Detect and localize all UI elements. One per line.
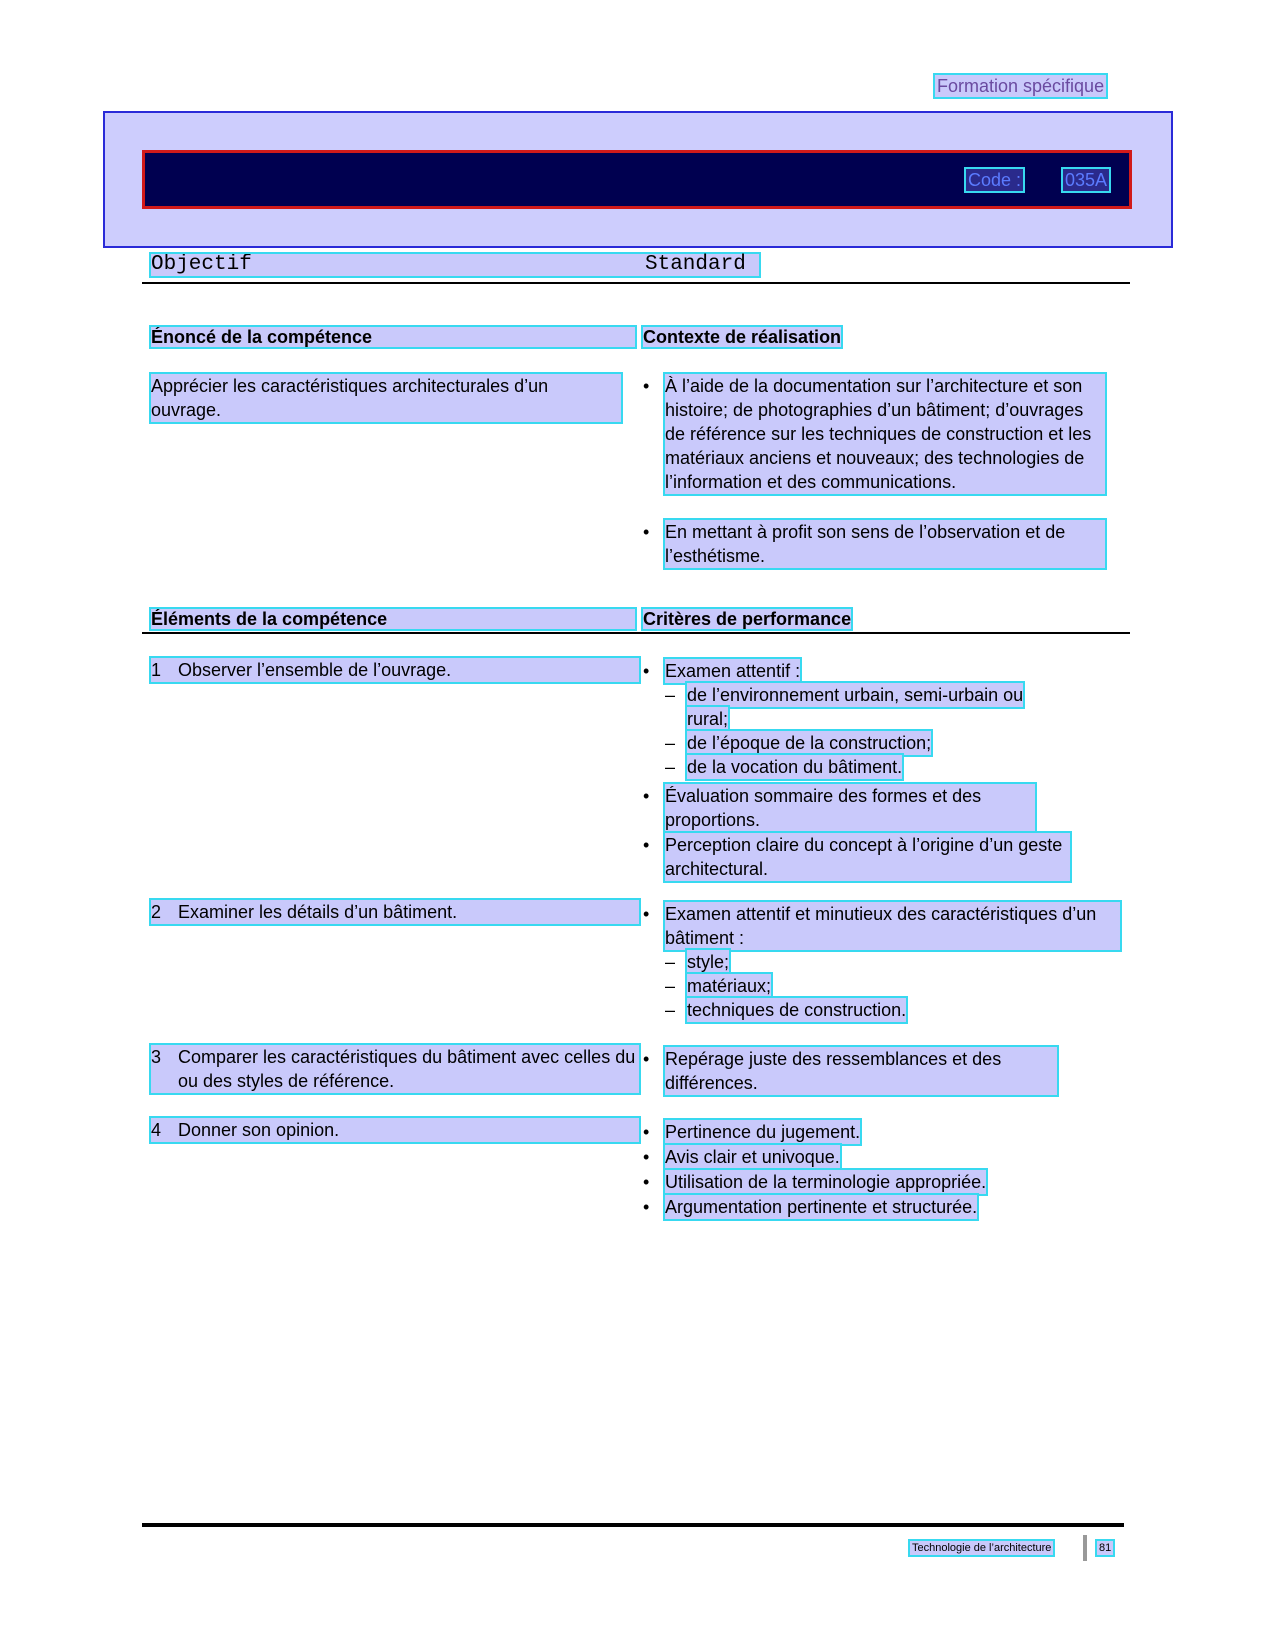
criteria-item [643,784,1113,832]
bullet-icon: • [643,522,650,542]
bullet-icon: • [643,1172,650,1192]
dash-icon: – [665,952,676,972]
divider [142,282,1130,284]
elements-heading: Éléments de la compétence [151,609,635,629]
bullet-icon: • [643,1049,650,1069]
criteria-sub-text: rural; [687,709,729,729]
contexte-item-text: En mettant à profit son sens de l’observation et de l’esthétisme. [665,520,1105,568]
element-item [151,900,639,924]
bullet-icon: • [643,1122,650,1142]
contexte-item [643,520,1113,568]
bullet-icon: • [643,786,650,806]
criteria-sub-text: techniques de construction. [687,1000,907,1020]
dash-icon: – [665,733,676,753]
standard-label: Standard [645,253,746,276]
contexte-item [643,374,1113,518]
code-label: Code : [968,170,1022,190]
criteria-text: Argumentation pertinente et structurée. [665,1197,978,1217]
enonce-text: Apprécier les caractéristiques architecturales d’un ouvrage. [151,374,621,422]
bullet-icon: • [643,1147,650,1167]
criteria-sub-text: de la vocation du bâtiment. [687,757,903,777]
element-number: 1 [151,660,162,680]
dash-icon: – [665,976,676,996]
dash-icon: – [665,685,676,705]
element-text: Donner son opinion. [178,1120,340,1140]
contexte-item-text: À l’aide de la documentation sur l’architecture et son histoire; de photographies d’un bâtiment; d’ouvrages de référence sur les techniques de construction et les matériaux anciens et nouveaux; des technologies de l’information et des communications. [665,374,1105,494]
criteria-text: Évaluation sommaire des formes et des proportions. [665,784,1035,832]
element-item [151,1045,639,1093]
criteria-item [643,1047,1113,1095]
bullet-icon: • [643,904,650,924]
criteria-item [643,1195,1113,1219]
element-number: 4 [151,1120,162,1140]
section-header: Formation spécifique [937,76,1105,96]
criteria-text: Avis clair et univoque. [665,1147,840,1167]
element-text: Examiner les détails d’un bâtiment. [178,902,458,922]
criteria-item [643,659,1113,779]
element-number: 3 [151,1047,162,1067]
code-value: 035A [1065,170,1108,190]
footer-title: Technologie de l’architecture [912,1542,1052,1554]
bullet-icon: • [643,661,650,681]
criteria-item [643,1145,1113,1169]
element-item [151,1118,639,1142]
element-item [151,658,639,682]
criteria-text: Examen attentif : [665,661,801,681]
criteria-item [643,1170,1113,1194]
criteria-item [643,902,1123,1022]
contexte-heading: Contexte de réalisation [643,327,842,347]
criteria-text: Perception claire du concept à l’origine d’un geste architectural. [665,833,1070,881]
bullet-icon: • [643,1197,650,1217]
criteria-item [643,833,1113,881]
footer-separator [1083,1535,1087,1561]
criteria-text: Utilisation de la terminologie appropriée. [665,1172,987,1192]
bullet-icon: • [643,835,650,855]
criteres-heading: Critères de performance [643,609,852,629]
enonce-heading: Énoncé de la compétence [151,327,635,347]
divider [142,632,1130,634]
criteria-sub-text: style; [687,952,730,972]
criteria-sub-text: de l’environnement urbain, semi-urbain ou [687,685,1024,705]
criteria-item [643,1120,1113,1144]
bullet-icon: • [643,376,650,396]
criteria-sub-text: matériaux; [687,976,772,996]
criteria-text: Pertinence du jugement. [665,1122,861,1142]
criteria-text: Repérage juste des ressemblances et des différences. [665,1047,1057,1095]
footer-rule [142,1523,1124,1527]
objective-label: Objectif [151,253,252,276]
column-labels [151,254,759,276]
page-number: 81 [1099,1542,1112,1554]
dash-icon: – [665,1000,676,1020]
dash-icon: – [665,757,676,777]
criteria-text: Examen attentif et minutieux des caractéristiques d’un bâtiment : [665,902,1120,950]
element-number: 2 [151,902,162,922]
criteria-sub-text: de l’époque de la construction; [687,733,932,753]
element-text: Observer l’ensemble de l’ouvrage. [178,660,452,680]
element-text: Comparer les caractéristiques du bâtiment avec celles du ou des styles de référence. [178,1047,636,1091]
